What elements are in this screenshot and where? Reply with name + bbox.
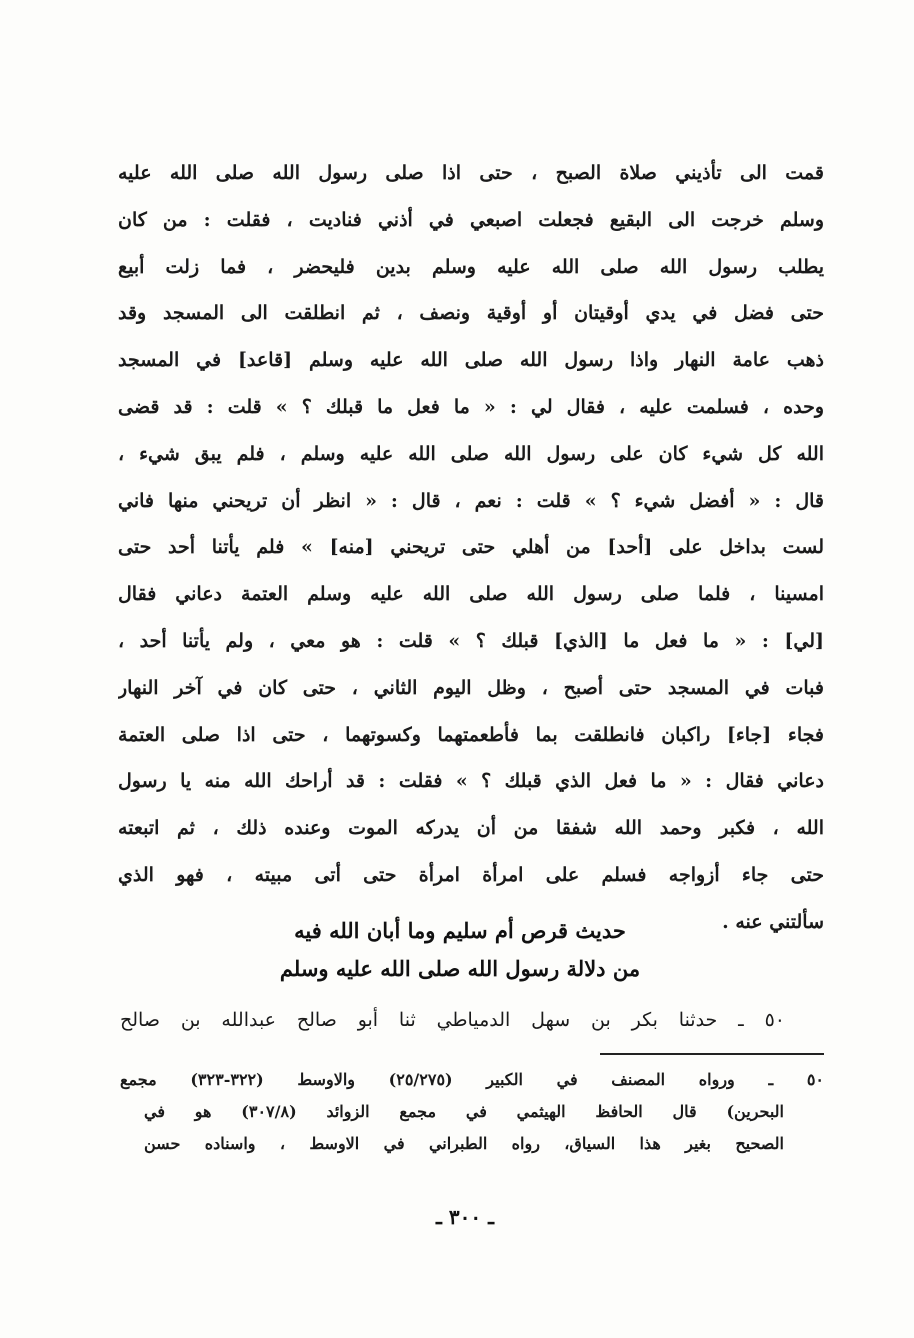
footnote-divider bbox=[600, 1053, 824, 1055]
text-line: فجاء [جاء] راكبان فانطلقت بما فأطعمتهما وكسوتهما ، حتى اذا صلى العتمة bbox=[118, 723, 824, 746]
text-line: دعاني فقال : « ما فعل الذي قبلك ؟ » فقلت : قد أراحك الله منه يا رسول bbox=[118, 770, 824, 793]
text-line: وحده ، فسلمت عليه ، فقال لي : « ما فعل ما قبلك ؟ » قلت : قد قضى bbox=[118, 395, 824, 418]
text-line: قمت الى تأذيني صلاة الصبح ، حتى اذا صلى رسول الله صلى الله عليه bbox=[118, 162, 824, 184]
footnote-line: البحرين) قال الحافظ الهيثمي في مجمع الزوائد (٣٠٧/٨) هو في bbox=[144, 1102, 784, 1121]
section-heading-line2: من دلالة رسول الله صلى الله عليه وسلم bbox=[279, 956, 641, 981]
footnote-line: ٥٠ ـ ورواه المصنف في الكبير (٢٥/٢٧٥) والاوسط (٣٢٢-٣٢٣) مجمع bbox=[120, 1070, 824, 1089]
footnote bbox=[120, 1064, 824, 1160]
text-line: سألتني عنه . bbox=[722, 910, 824, 933]
text-line: قال : « أفضل شيء ؟ » قلت : نعم ، قال : « انظر أن تريحني منها فاني bbox=[118, 489, 824, 512]
text-line: وسلم خرجت الى البقيع فجعلت اصبعي في أذني فناديت ، فقلت : من كان bbox=[118, 208, 824, 231]
text-line: لست بداخل على [أحد] من أهلي حتى تريحني [منه] » فلم يأتنا أحد حتى bbox=[118, 536, 824, 559]
text-line: حتى جاء أزواجه فسلم على امرأة امرأة حتى أتى مبيته ، فهو الذي bbox=[118, 863, 824, 886]
text-line: الله ، فكبر وحمد الله شفقا من أن يدركه الموت وعنده ذلك ، ثم اتبعته bbox=[118, 817, 824, 840]
text-line: فبات في المسجد حتى أصبح ، وظل اليوم الثاني ، حتى كان في آخر النهار bbox=[118, 676, 824, 699]
text-line: الله كل شيء كان على رسول الله صلى الله عليه وسلم ، فلم يبق شيء ، bbox=[118, 442, 824, 465]
text-line: يطلب رسول الله صلى الله عليه وسلم بدين فليحضر ، فما زلت أبيع bbox=[118, 255, 824, 278]
text-line: ذهب عامة النهار واذا رسول الله صلى الله عليه وسلم [قاعد] في المسجد bbox=[118, 349, 824, 372]
footnote-line: الصحيح بغير هذا السياق، رواه الطبراني في الاوسط ، واسناده حسن bbox=[144, 1134, 784, 1153]
hadith-chain-line: ٥٠ ـ حدثنا بكر بن سهل الدمياطي ثنا أبو صالح عبدالله بن صالح bbox=[120, 1009, 785, 1031]
main-text bbox=[118, 150, 824, 946]
page-number: ـ ٣٠٠ ـ bbox=[436, 1205, 494, 1229]
text-line: [لي] : « ما فعل ما [الذي] قبلك ؟ » قلت : هو معي ، ولم يأتنا أحد ، bbox=[118, 629, 824, 652]
text-line: امسينا ، فلما صلى رسول الله صلى الله عليه وسلم العتمة دعاني فقال bbox=[118, 583, 824, 606]
section-heading-line1: حديث قرص أم سليم وما أبان الله فيه bbox=[294, 918, 626, 943]
text-line: حتى فضل في يدي أوقيتان أو أوقية ونصف ، ثم انطلقت الى المسجد وقد bbox=[118, 302, 824, 325]
